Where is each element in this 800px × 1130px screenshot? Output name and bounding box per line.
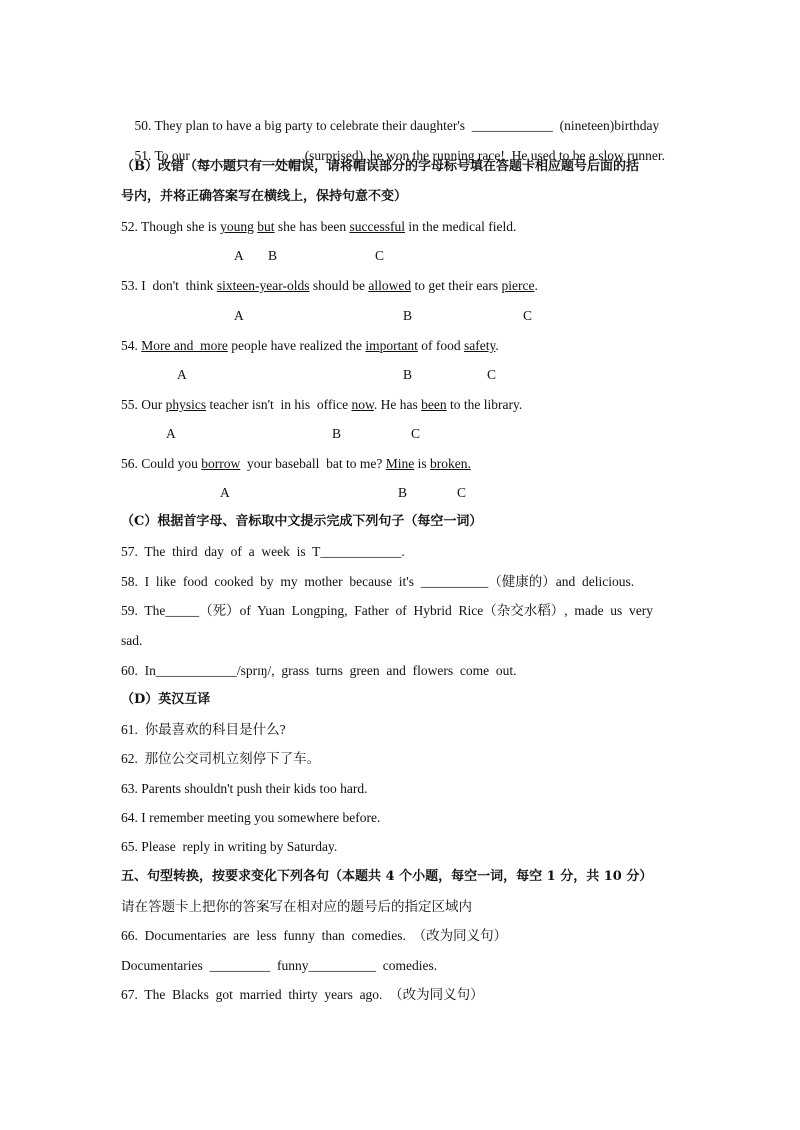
q52-option-a: A: [234, 248, 244, 263]
question-54: [121, 337, 499, 355]
q56-text: is: [414, 456, 430, 471]
question-60: 60. In____________/sprɪŋ/, grass turns green and flowers come out.: [121, 663, 517, 678]
q56-text: 56. Could you: [121, 456, 202, 471]
q52-option-c: C: [375, 248, 385, 263]
q54-option-b: B: [403, 367, 413, 382]
q54-text: .: [495, 338, 499, 353]
question-58: 58. I like food cooked by my mother because it's __________（健康的）and delicious.: [121, 574, 635, 589]
section-d-heading: （D）英汉互译: [121, 692, 211, 707]
question-59-line2: sad.: [121, 633, 143, 648]
q53-option-c: C: [523, 308, 533, 323]
section-5-heading: 五、句型转换，按要求变化下列各句（本题共 4 个小题，每空一词，每空 1 分，共 10 分）: [121, 869, 653, 884]
q53-text: should be: [309, 278, 369, 293]
q52-option-b: B: [268, 248, 278, 263]
q54-text: 54.: [121, 338, 142, 353]
q56-underline-a: borrow: [201, 456, 241, 471]
q55-text: 55. Our: [121, 397, 166, 412]
q51-blank: ________________: [196, 148, 305, 163]
question-66-line1: 66. Documentaries are less funny than comedies. （改为同义句）: [121, 928, 508, 943]
q55-text: teacher isn't in his office: [206, 397, 352, 412]
q52-underline-b: but: [257, 219, 275, 234]
q51-rest: (surprised), he won the running race! He used to be a slow runner.: [304, 148, 665, 163]
q55-text: to the library.: [446, 397, 523, 412]
q55-option-a: A: [166, 426, 176, 441]
q55-option-b: B: [332, 426, 342, 441]
q54-text: of food: [417, 338, 465, 353]
q52-underline-a: young: [220, 219, 254, 234]
question-62: 62. 那位公交司机立刻停下了车。: [121, 751, 321, 766]
q52-text: she has been: [274, 219, 350, 234]
section-5-note: 请在答题卡上把你的答案写在相对应的题号后的指定区域内: [121, 899, 472, 914]
q55-text: . He has: [373, 397, 422, 412]
question-61: 61. 你最喜欢的科目是什么?: [121, 722, 286, 737]
q56-underline-c: broken.: [430, 456, 471, 471]
q54-underline-b: important: [365, 338, 418, 353]
q56-option-a: A: [220, 485, 230, 500]
q55-underline-c: been: [421, 397, 447, 412]
q55-underline-a: physics: [165, 397, 207, 412]
q50-blank: ____________: [471, 118, 553, 133]
q54-underline-a: More and more: [141, 338, 228, 353]
q53-text: .: [534, 278, 538, 293]
q53-text: 53. I don't think: [121, 278, 217, 293]
q56-text: your baseball bat to me?: [240, 456, 386, 471]
question-52: [121, 218, 516, 236]
question-67: 67. The Blacks got married thirty years ago. （改为同义句）: [121, 987, 484, 1002]
question-55: [121, 396, 522, 414]
section-b-heading-line2: 号内，并将正确答案写在横线上，保持句意不变）: [121, 189, 408, 204]
section-b-heading-line1: （B）改错（每小题只有一处帽误，请将帽误部分的字母标号填在答题卡相应题号后面的括: [121, 159, 639, 174]
q54-text: people have realized the: [227, 338, 366, 353]
question-56: [121, 455, 471, 473]
q56-option-b: B: [398, 485, 408, 500]
question-57: 57. The third day of a week is T____________.: [121, 544, 405, 559]
q52-text: 52. Though she is: [121, 219, 221, 234]
question-53: [121, 277, 538, 295]
q53-underline-a: sixteen-year-olds: [216, 278, 310, 293]
question-65: 65. Please reply in writing by Saturday.: [121, 839, 338, 854]
q55-underline-b: now: [351, 397, 374, 412]
q56-underline-b: Mine: [385, 456, 415, 471]
q50-text: 50. They plan to have a big party to celebrate their daughter's: [134, 118, 466, 133]
q53-text: to get their ears: [411, 278, 502, 293]
q54-underline-c: safety: [464, 338, 496, 353]
question-59-line1: 59. The_____（死）of Yuan Longping, Father of Hybrid Rice（杂交水稻）, made us very: [121, 603, 654, 618]
question-64: 64. I remember meeting you somewhere before.: [121, 810, 381, 825]
q52-underline-c: successful: [349, 219, 405, 234]
q52-text: in the medical field.: [405, 219, 517, 234]
section-c-heading: （C）根据首字母、音标取中文提示完成下列句子（每空一词）: [121, 514, 483, 529]
q53-option-b: B: [403, 308, 413, 323]
q53-underline-c: pierce: [501, 278, 535, 293]
question-66-line2: Documentaries _________ funny__________ comedies.: [121, 958, 438, 973]
q56-option-c: C: [457, 485, 467, 500]
q53-underline-b: allowed: [368, 278, 412, 293]
q54-option-c: C: [487, 367, 497, 382]
q51-text: 51. To our: [134, 148, 190, 163]
q50-hint: (nineteen)birthday: [559, 118, 660, 133]
question-63: 63. Parents shouldn't push their kids too hard.: [121, 781, 368, 796]
q53-option-a: A: [234, 308, 244, 323]
q54-option-a: A: [177, 367, 187, 382]
q55-option-c: C: [411, 426, 421, 441]
